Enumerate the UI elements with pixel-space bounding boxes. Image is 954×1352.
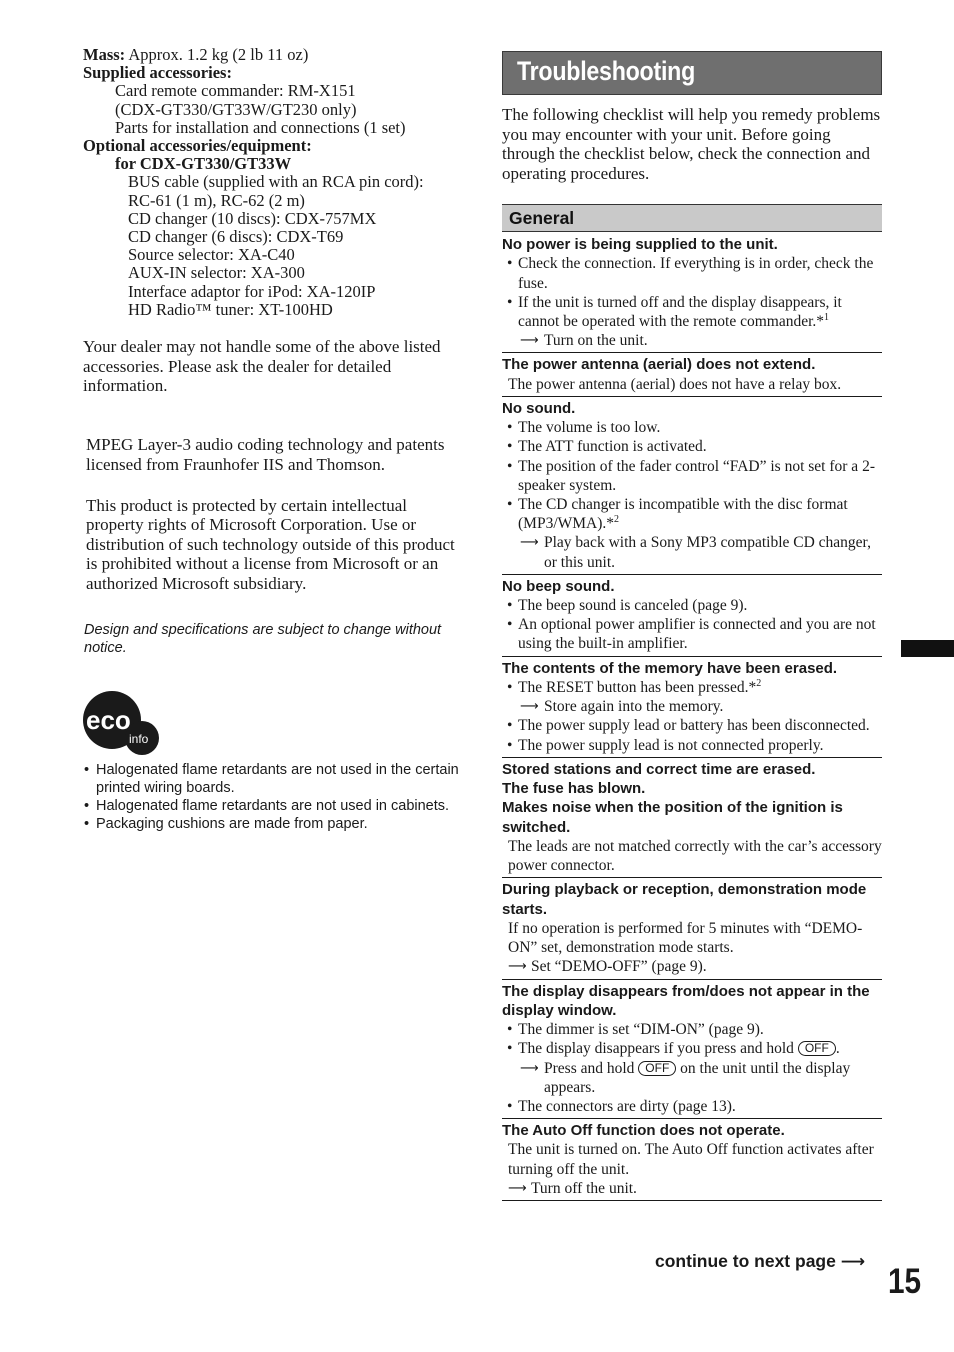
issue-title: Stored stations and correct time are erased. bbox=[502, 760, 816, 778]
microsoft-license-note: This product is protected by certain intellectual property rights of Microsoft Corporation. Use or distribution of such technology outside of this product is prohibited without a license from Microsoft or an authorized Microsoft subsidiary. bbox=[86, 496, 455, 593]
spec-line bbox=[83, 264, 473, 282]
continue-next-page: continue to next page ⟶ bbox=[655, 1251, 866, 1272]
spec-value: Approx. 1.2 kg (2 lb 11 oz) bbox=[125, 45, 309, 64]
spec-value: CD changer (10 discs): CDX-757MX bbox=[128, 208, 377, 228]
issue-title: The display disappears from/does not appear in the display window. bbox=[502, 982, 870, 1019]
eco-item: • Packaging cushions are made from paper. bbox=[83, 815, 463, 833]
eco-logo-text: eco bbox=[86, 705, 131, 735]
cause-item: • The position of the fader control “FAD” is not set for a 2-speaker system. bbox=[502, 457, 882, 495]
spec-value: Interface adaptor for iPod: XA-120IP bbox=[128, 281, 376, 301]
remedy-item: ⟶ Store again into the memory. bbox=[520, 698, 724, 716]
issue-demo-mode bbox=[502, 878, 882, 979]
spec-value: for CDX-GT330/GT33W bbox=[115, 154, 292, 174]
issue-title: No sound. bbox=[502, 399, 576, 417]
issue-title: No beep sound. bbox=[502, 577, 615, 595]
issue-title: Makes noise when the position of the ignition is switched. bbox=[502, 799, 843, 836]
spec-line bbox=[83, 246, 473, 264]
cause-item: • The dimmer is set “DIM-ON” (page 9). bbox=[502, 1020, 882, 1039]
remedy-item: ⟶ Press and hold OFF on the unit until the display appears. bbox=[520, 1059, 851, 1096]
issue-title: The contents of the memory have been erased. bbox=[502, 659, 838, 677]
spec-line bbox=[83, 82, 473, 100]
specifications-block bbox=[83, 46, 473, 319]
issue-title: The fuse has blown. bbox=[502, 780, 646, 798]
page-number: 15 bbox=[888, 1262, 922, 1301]
spec-value: HD Radio™ tuner: XT-100HD bbox=[128, 299, 333, 319]
spec-line bbox=[83, 228, 473, 246]
spec-line bbox=[83, 192, 473, 210]
right-arrow-icon: ⟶ bbox=[520, 333, 539, 349]
cause-item: • The power supply lead is not connected properly. bbox=[502, 736, 882, 755]
issue-title: The power antenna (aerial) does not extend. bbox=[502, 356, 816, 374]
cause-item: • The power supply lead or battery has been disconnected. bbox=[502, 716, 882, 735]
issue-no-sound bbox=[502, 397, 882, 575]
spec-label: Supplied accessories: bbox=[83, 63, 232, 83]
right-arrow-icon: ⟶ bbox=[520, 699, 539, 715]
spec-value: Source selector: XA-C40 bbox=[128, 245, 295, 265]
issue-memory-erased bbox=[502, 657, 882, 758]
cause-item: • The volume is too low. bbox=[502, 418, 882, 437]
issue-title: No power is being supplied to the unit. bbox=[502, 236, 778, 253]
subsection-title: General bbox=[509, 208, 575, 228]
spec-line bbox=[83, 101, 473, 119]
cause-text: The power antenna (aerial) does not have a relay box. bbox=[508, 375, 842, 393]
right-arrow-icon: ⟶ bbox=[508, 1180, 527, 1196]
cause-item: • If the unit is turned off and the display disappears, it cannot be operated with the remote commander.*$^1$ bbox=[502, 293, 882, 331]
off-button-symbol: OFF bbox=[638, 1061, 676, 1076]
dealer-note: Your dealer may not handle some of the above listed accessories. Please ask the dealer for detailed information. bbox=[83, 337, 441, 395]
spec-value: RC-61 (1 m), RC-62 (2 m) bbox=[128, 190, 305, 210]
spec-line bbox=[83, 137, 473, 155]
right-arrow-icon: ⟶ bbox=[840, 1252, 866, 1272]
spec-value: Parts for installation and connections (1 set) bbox=[115, 117, 406, 137]
issue-stations-erased bbox=[502, 758, 882, 879]
right-arrow-icon: ⟶ bbox=[508, 959, 527, 975]
cause-item: • The display disappears if you press and hold OFF . bbox=[502, 1039, 882, 1058]
cause-item: • The ATT function is activated. bbox=[502, 437, 882, 456]
issue-auto-off bbox=[502, 1119, 882, 1201]
spec-line bbox=[83, 46, 473, 64]
cause-item: • An optional power amplifier is connected and you are not using the built-in amplifier. bbox=[502, 615, 882, 653]
spec-line bbox=[83, 155, 473, 173]
cause-item: • The RESET button has been pressed.*$^2$ bbox=[502, 678, 882, 697]
remedy-item: ⟶ Set “DEMO-OFF” (page 9). bbox=[508, 958, 707, 976]
right-arrow-icon: ⟶ bbox=[520, 1060, 539, 1076]
remedy-item: ⟶ Turn off the unit. bbox=[508, 1179, 637, 1197]
spec-value: BUS cable (supplied with an RCA pin cord): bbox=[128, 172, 424, 192]
page-title: Troubleshooting bbox=[517, 56, 696, 86]
remedy-item: ⟶ Turn on the unit. bbox=[520, 332, 648, 350]
eco-item: • Halogenated flame retardants are not used in the certain printed wiring boards. bbox=[83, 761, 463, 797]
section-index-tab bbox=[901, 640, 954, 657]
spec-label: Optional accessories/equipment: bbox=[83, 136, 312, 156]
cause-item: • The CD changer is incompatible with the disc format (MP3/WMA).*$^2$ bbox=[502, 495, 882, 533]
spec-label: Mass: bbox=[83, 45, 126, 64]
spec-line bbox=[83, 210, 473, 228]
cause-item: • Check the connection. If everything is in order, check the fuse. bbox=[502, 254, 882, 292]
eco-item: • Halogenated flame retardants are not used in cabinets. bbox=[83, 797, 463, 815]
eco-features-list bbox=[83, 761, 463, 833]
spec-line bbox=[83, 173, 473, 191]
spec-value: Card remote commander: RM-X151 bbox=[115, 81, 356, 101]
spec-value: CD changer (6 discs): CDX-T69 bbox=[128, 227, 344, 247]
issue-no-beep bbox=[502, 575, 882, 657]
mpeg-license-note: MPEG Layer-3 audio coding technology and patents licensed from Fraunhofer IIS and Thomson. bbox=[86, 435, 445, 474]
spec-line bbox=[83, 301, 473, 319]
eco-logo-subtext: info bbox=[129, 732, 149, 746]
cause-item: • The beep sound is canceled (page 9). bbox=[502, 596, 882, 615]
cause-text: If no operation is performed for 5 minutes with “DEMO-ON” set, demonstration mode starts. bbox=[508, 919, 863, 957]
off-button-symbol: OFF bbox=[798, 1041, 836, 1056]
section-title-bar bbox=[502, 51, 882, 95]
spec-line bbox=[83, 64, 473, 82]
eco-info-logo bbox=[83, 691, 161, 757]
spec-line bbox=[83, 119, 473, 137]
issue-title: The Auto Off function does not operate. bbox=[502, 1122, 785, 1140]
subsection-header-bar bbox=[502, 204, 882, 232]
troubleshooting-list bbox=[502, 234, 882, 1201]
issue-antenna bbox=[502, 353, 882, 397]
issue-display-disappears bbox=[502, 980, 882, 1120]
issue-no-power bbox=[502, 234, 882, 353]
cause-item: • The connectors are dirty (page 13). bbox=[502, 1097, 882, 1116]
remedy-item: ⟶ Play back with a Sony MP3 compatible CD changer, or this unit. bbox=[520, 534, 871, 571]
right-arrow-icon: ⟶ bbox=[520, 535, 539, 551]
spec-line bbox=[83, 283, 473, 301]
cause-text: The unit is turned on. The Auto Off function activates after turning off the unit. bbox=[508, 1141, 874, 1178]
cause-text: The leads are not matched correctly with the car’s accessory power connector. bbox=[508, 837, 882, 875]
issue-title: During playback or reception, demonstration mode starts. bbox=[502, 881, 867, 918]
intro-paragraph: The following checklist will help you remedy problems you may encounter with your unit. Before going through the checklist below, check the connection and operating procedures. bbox=[502, 105, 881, 183]
spec-value: AUX-IN selector: XA-300 bbox=[128, 263, 305, 283]
spec-value: (CDX-GT330/GT33W/GT230 only) bbox=[115, 99, 357, 119]
design-notice: Design and specifications are subject to change without notice. bbox=[84, 622, 442, 656]
